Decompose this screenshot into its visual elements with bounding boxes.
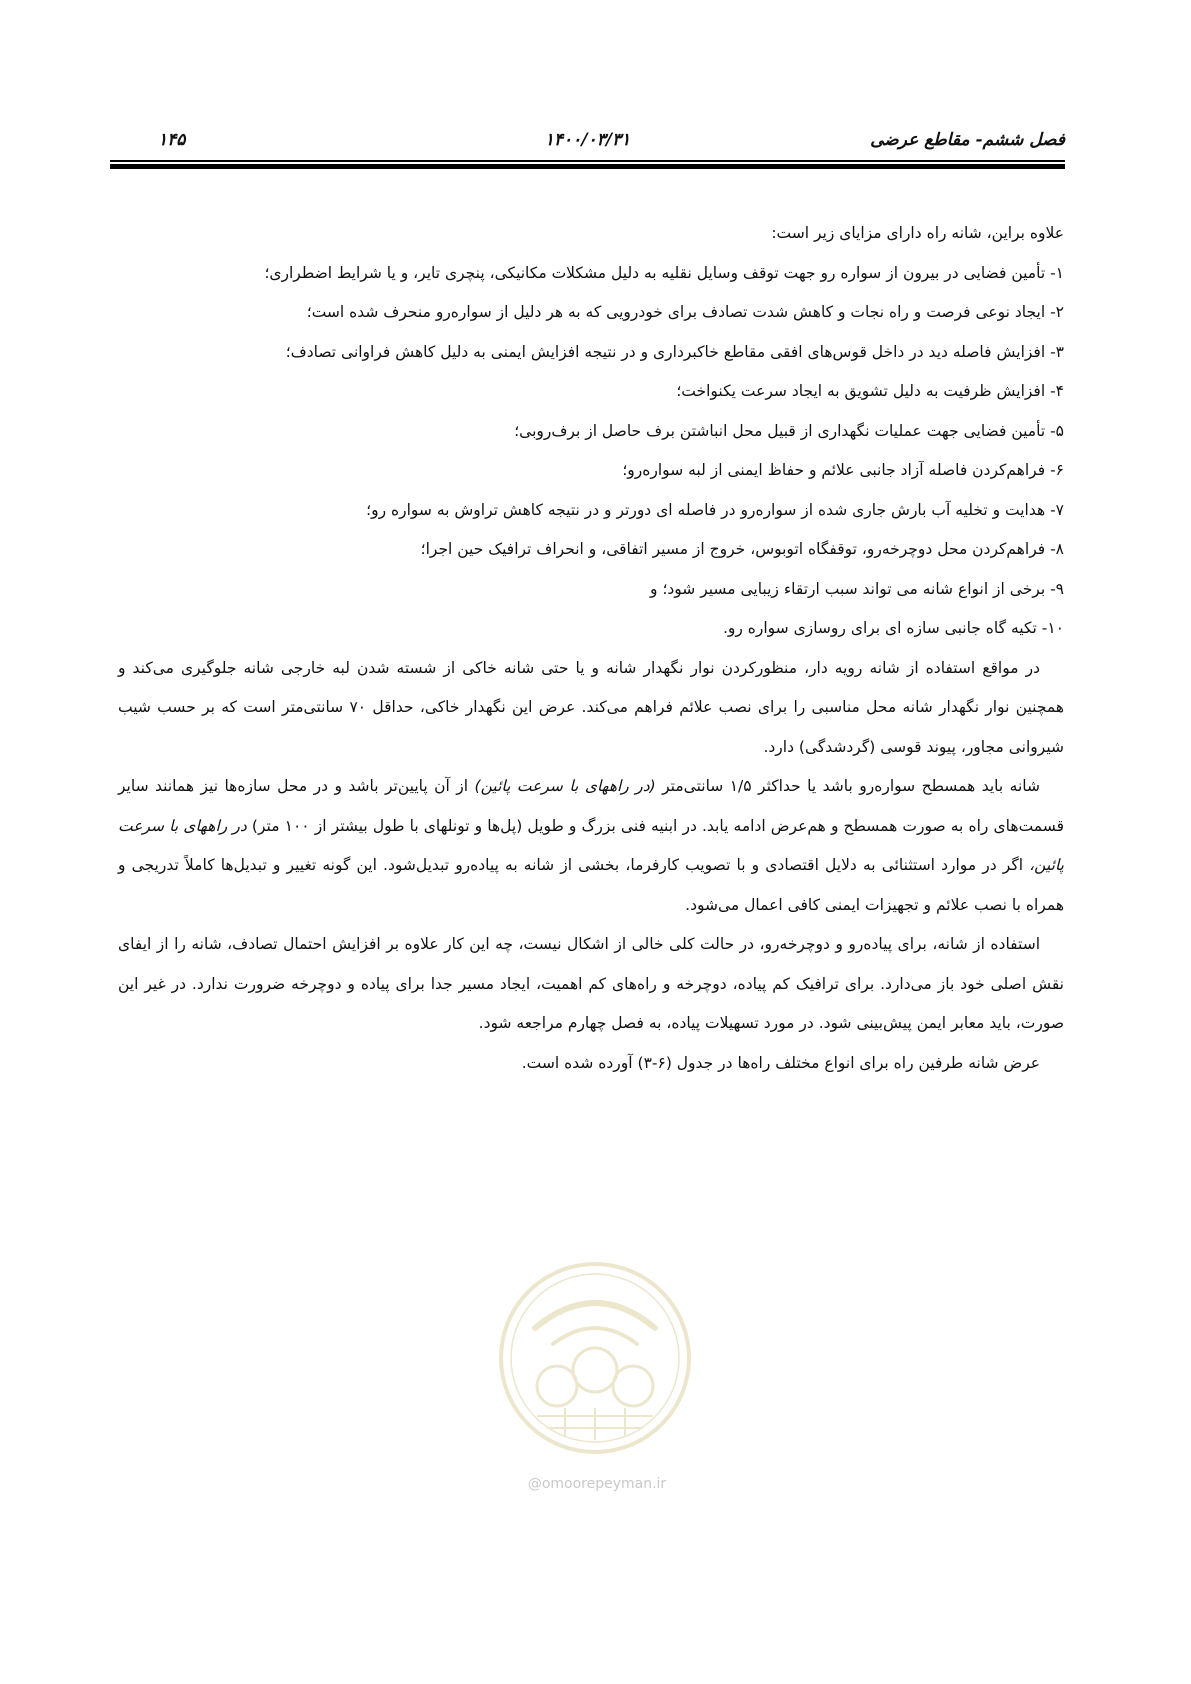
watermark-url: @omoorepeyman.ir: [527, 1476, 667, 1492]
list-item: ۹- برخی از انواع شانه می تواند سبب ارتقاء زیبایی مسیر شود؛ و: [650, 579, 1064, 598]
page-header: [110, 130, 1065, 154]
list-item: ۸- فراهم‌کردن محل دوچرخه‌رو، توقفگاه اتوبوس، خروج از مسیر اتفاقی، و انحراف ترافیک حین اجرا؛: [420, 540, 1064, 558]
list-item: ۱۰- تکیه گاه جانبی سازه ای برای روسازی سواره رو.: [722, 619, 1064, 637]
paragraph-italic-note: در راههای با سرعت پائین،: [118, 816, 1064, 874]
header-rule-thick: [110, 164, 1065, 169]
list-item: ۶- فراهم‌کردن فاصله آزاد جانبی علائم و حفاظ ایمنی از لبه سواره‌رو؛: [622, 461, 1064, 479]
header-rule-thin: [110, 160, 1065, 162]
paragraph-text: شانه باید همسطح سواره‌رو باشد یا حداکثر ۱/۵ سانتی‌متر: [655, 777, 1040, 795]
list-item: ۵- تأمین فضایی جهت عملیات نگهداری از قبیل محل انباشتن برف حاصل از برف‌روبی؛: [514, 421, 1064, 440]
intro-line: علاوه براین، شانه راه دارای مزایای زیر است:: [771, 224, 1064, 242]
list-item: ۱- تأمین فضایی در بیرون از سواره رو جهت توقف وسایل نقلیه به دلیل مشکلات مکانیکی، پنچری تایر، و یا شرایط اضطراری؛: [264, 263, 1064, 282]
paragraph-text: اگر در موارد استثنائی به دلایل اقتصادی و با تصویب کارفرما، بخشی از شانه به پیاده‌رو تبدیل‌شود. این گونه تغییر و تبدیل‌ها کاملاً تدریجی و همراه با نصب علائم و تجهیزات ایمنی کافی اعمال می‌شود.: [118, 856, 1064, 914]
document-body: [118, 214, 1064, 1083]
list-item: ۷- هدایت و تخلیه آب بارش جاری شده از سواره‌رو در فاصله ای دورتر و در نتیجه کاهش تراوش به سواره رو؛: [366, 500, 1064, 519]
paragraph-text: از آن پایین‌تر باشد و در محل سازه‌ها نیز همانند سایر قسمت‌های راه به صورت همسطح و هم‌عرض ادامه یابد. در ابنیه فنی بزرگ و طویل (پل‌ها و تونلهای با طول بیشتر از ۱۰۰ متر): [118, 777, 1064, 835]
paragraph-pedestrian-use: استفاده از شانه، برای پیاده‌رو و دوچرخه‌رو، در حالت کلی خالی از اشکال نیست، چه این کار علاوه بر افزایش احتمال تصادف، شانه را از ایفای نقش اصلی خود باز می‌دارد. برای ترافیک کم پیاده، دوچرخه و راه‌های کم اهمیت، ایجاد مسیر جدا برای پیاده و دوچرخه ضرورت ندارد. در غیر این صورت، باید معابر ایمن پیش‌بینی شود. در مورد تسهیلات پیاده، به فصل چهارم مراجعه شود.: [118, 935, 1064, 1032]
paragraph-shoulder-strip: در مواقع استفاده از شانه رویه دار، منظورکردن نوار نگهدار شانه و یا حتی شانه خاکی از شسته شدن لبه خارجی شانه جلوگیری می‌کند و همچنین نوار نگهدار شانه محل مناسبی را برای نصب علائم فراهم می‌کند. عرض این نگهدار خاکی، حداقل ۷۰ سانتی‌متر است که بر حسب شیب شیروانی مجاور، پیوند قوسی (گردشدگی) دارد.: [118, 658, 1065, 756]
paragraph-table-reference: عرض شانه طرفین راه برای انواع مختلف راه‌ها در جدول (۶-۳) آورده شده است.: [521, 1053, 1040, 1072]
watermark-logo: [495, 1258, 695, 1458]
chapter-title: فصل ششم- مقاطع عرضی: [870, 130, 1065, 150]
page-number: ۱۴۵: [158, 130, 186, 150]
paragraph-italic-note: (در راههای با سرعت پائین): [474, 777, 656, 795]
paragraph-shoulder-level: [118, 767, 1064, 925]
list-item: ۲- ایجاد نوعی فرصت و راه نجات و کاهش شدت تصادف برای خودرویی که به هر دلیل از سواره‌رو منحرف شده است؛: [306, 303, 1064, 321]
list-item: ۴- افزایش ظرفیت به دلیل تشویق به ایجاد سرعت یکنواخت؛: [676, 382, 1064, 400]
header-date: ۱۴۰۰/۰۳/۳۱: [544, 130, 631, 150]
list-item: ۳- افزایش فاصله دید در داخل قوس‌های افقی مقاطع خاکبرداری و در نتیجه افزایش ایمنی به دلیل کاهش فراوانی تصادف؛: [285, 342, 1064, 361]
